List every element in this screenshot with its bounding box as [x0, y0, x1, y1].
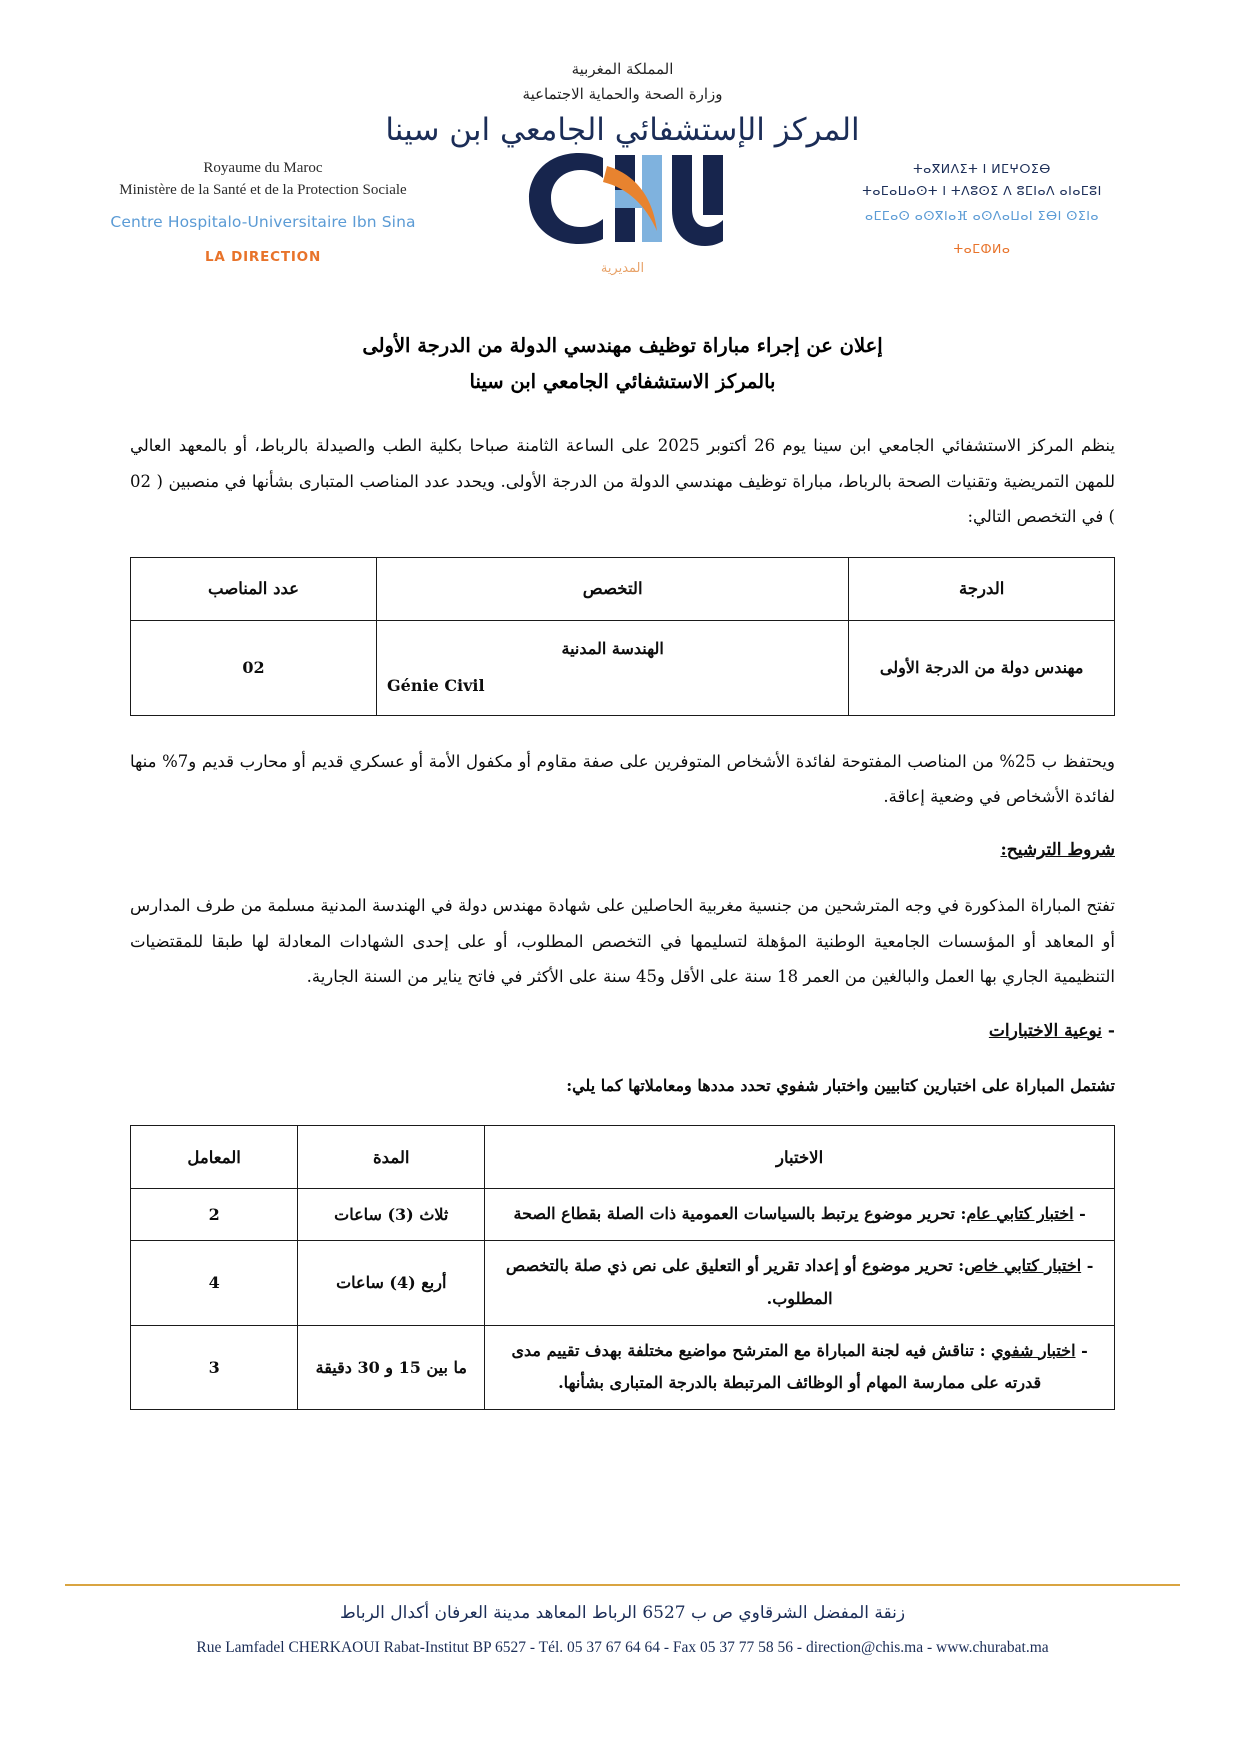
footer-address-french: Rue Lamfadel CHERKAOUI Rabat-Institut BP 6527 - Tél. 05 37 67 64 64 - Fax 05 37 77 58 56 - direction@chis.ma - www.churabat.ma — [196, 1638, 1049, 1656]
page-title-line2: بالمركز الاستشفائي الجامعي ابن سينا — [469, 370, 776, 394]
exams-cell-duration: أربع (4) ساعات — [298, 1241, 485, 1326]
exam-description: تناقش فيه لجنة المباراة مع المترشح مواضيع مختلفة بهدف تقييم مدى قدرته على ممارسة المهام أو الوظائف المرتبطة بالدرجة المتبارى بشأنها. — [511, 1340, 1042, 1393]
exams-header-coefficient: المعامل — [131, 1126, 298, 1189]
exams-header-duration: المدة — [298, 1126, 485, 1189]
footer-divider — [65, 1584, 1180, 1586]
exam-dash: - — [1081, 1256, 1094, 1276]
page-title-line1: إعلان عن إجراء مباراة توظيف مهندسي الدولة من الدرجة الأولى — [362, 334, 883, 357]
exam-label: اختبار كتابي خاص — [964, 1256, 1082, 1276]
exams-header-exam: الاختبار — [485, 1126, 1115, 1189]
table-header-row — [131, 557, 1115, 620]
logo-caption: المديرية — [600, 261, 645, 276]
tifinagh-ministry: ⵜⴰⵎⴰⵡⴰⵙⵜ ⵏ ⵜⴷⵓⵙⵉ ⴷ ⵓⵎⵏⴰⴷ ⴰⵏⴰⵎⵓⵏ — [862, 182, 1102, 198]
direction-label-french: LA DIRECTION — [204, 248, 322, 265]
footer-address-arabic: زنقة المفضل الشرقاوي ص ب 6527 الرباط المعاهد مدينة العرفان أكدال الرباط — [339, 1602, 906, 1623]
exams-heading — [130, 1021, 1115, 1041]
exams-cell-exam — [485, 1241, 1115, 1326]
exam-label: اختبار كتابي عام — [966, 1204, 1074, 1224]
exams-cell-duration: ثلاث (3) ساعات — [298, 1189, 485, 1241]
chu-logo-icon — [515, 136, 730, 254]
exams-cell-coefficient: 3 — [131, 1325, 298, 1410]
posts-cell-specialty — [377, 620, 849, 715]
header-columns — [0, 158, 1245, 298]
ministry-name-french: Ministère de la Santé et de la Protection Sociale — [119, 181, 407, 198]
conditions-paragraph: تفتح المباراة المذكورة في وجه المترشحين من جنسية مغربية الحاصلين على شهادة مهندس دولة في الهندسة المدنية مسلمة من طرف المدارس أو المعاهد أو المؤسسات الجامعية الوطنية المؤهلة لتسليمها في التخصص المطلوب، أو على إحدى الشهادات المعادلة لها طبقا للمقتضيات التنظيمية الجاري بها العمل والبالغين من العمر 18 سنة على الأقل و45 سنة على الأكثر في فاتح يناير من السنة الجارية. — [130, 896, 1115, 987]
posts-cell-grade: مهندس دولة من الدرجة الأولى — [849, 620, 1115, 715]
table-row — [131, 1241, 1115, 1326]
kingdom-name-french: Royaume du Maroc — [203, 160, 323, 176]
page-title — [0, 328, 1245, 400]
exams-cell-coefficient: 4 — [131, 1241, 298, 1326]
header-french-block — [78, 158, 448, 265]
exams-cell-exam — [485, 1189, 1115, 1241]
specialty-arabic: الهندسة المدنية — [561, 639, 664, 659]
exams-cell-duration: ما بين 15 و 30 دقيقة — [298, 1325, 485, 1410]
posts-header-specialty: التخصص — [377, 557, 849, 620]
exam-description: تحرير موضوع أو إعداد تقرير أو التعليق على نص ذي صلة بالتخصص المطلوب. — [505, 1256, 953, 1308]
posts-cell-count: 02 — [131, 620, 377, 715]
exam-colon: : — [974, 1340, 992, 1360]
exams-intro-paragraph: تشتمل المباراة على اختبارين كتابيين واختبار شفوي تحدد مددها ومعاملاتها كما يلي: — [566, 1075, 1115, 1095]
posts-table — [130, 557, 1115, 716]
table-row — [131, 620, 1115, 715]
exam-description: تحرير موضوع يرتبط بالسياسات العمومية ذات الصلة بقطاع الصحة — [513, 1204, 955, 1224]
chu-name-french: Centre Hospitalo-Universitaire Ibn Sina — [110, 212, 416, 231]
exam-label: اختبار شفوي — [991, 1340, 1076, 1360]
exam-dash: - — [1073, 1204, 1086, 1224]
exam-colon: : — [954, 1204, 967, 1224]
document-footer — [0, 1584, 1245, 1659]
ministry-name-arabic: وزارة الصحة والحماية الاجتماعية — [522, 84, 723, 103]
table-row — [131, 1189, 1115, 1241]
exams-cell-exam — [485, 1325, 1115, 1410]
tifinagh-kingdom: ⵜⴰⴳⵍⴷⵉⵜ ⵏ ⵍⵎⵖⵔⵉⴱ — [913, 161, 1051, 176]
exam-colon: : — [952, 1256, 965, 1276]
exam-dash: - — [1075, 1340, 1088, 1360]
exams-table — [130, 1125, 1115, 1410]
specialty-french: Génie Civil — [387, 675, 485, 695]
exams-heading-text: نوعية الاختبارات — [988, 1020, 1103, 1041]
exams-cell-coefficient: 2 — [131, 1189, 298, 1241]
document-header-arabic — [0, 0, 1245, 148]
tifinagh-chu: ⴰⵎⵎⴰⵙ ⴰⵙⴳⵏⴰⴼ ⴰⵙⴷⴰⵡⴰⵏ ⵉⴱⵏ ⵙⵉⵏⴰ — [865, 207, 1099, 223]
table-row — [131, 1325, 1115, 1410]
posts-header-count: عدد المناصب — [131, 557, 377, 620]
posts-header-grade: الدرجة — [849, 557, 1115, 620]
document-content — [0, 428, 1245, 1410]
chu-name-arabic: المركز الإستشفائي الجامعي ابن سينا — [385, 112, 860, 148]
table-header-row — [131, 1126, 1115, 1189]
kingdom-name-arabic: المملكة المغربية — [571, 60, 674, 78]
header-tifinagh-block — [797, 158, 1167, 256]
reserved-quota-paragraph: ويحتفظ ب 25% من المناصب المفتوحة لفائدة الأشخاص المتوفرين على صفة مقاوم أو مكفول الأمة أو عسكري قديم أو محارب قديم و7% منها لفائدة الأشخاص في وضعية إعاقة. — [130, 751, 1115, 806]
exams-heading-dash: - — [1102, 1020, 1115, 1041]
intro-paragraph: ينظم المركز الاستشفائي الجامعي ابن سينا يوم 26 أكتوبر 2025 على الساعة الثامنة صباحا بكلية الطب والصيدلة بالرباط، أو بالمعهد العالي للمهن التمريضية وتقنيات الصحة بالرباط، مباراة توظيف مهندسي الدولة من الدرجة الأولى. ويحدد عدد المناصب المتبارى بشأنها في منصبين ( 02 ) في التخصص التالي: — [130, 436, 1115, 527]
conditions-heading: شروط الترشيح: — [1000, 840, 1115, 861]
chu-logo-block — [493, 136, 753, 276]
tifinagh-direction: ⵜⴰⵎⵀⵍⴰ — [953, 240, 1011, 256]
